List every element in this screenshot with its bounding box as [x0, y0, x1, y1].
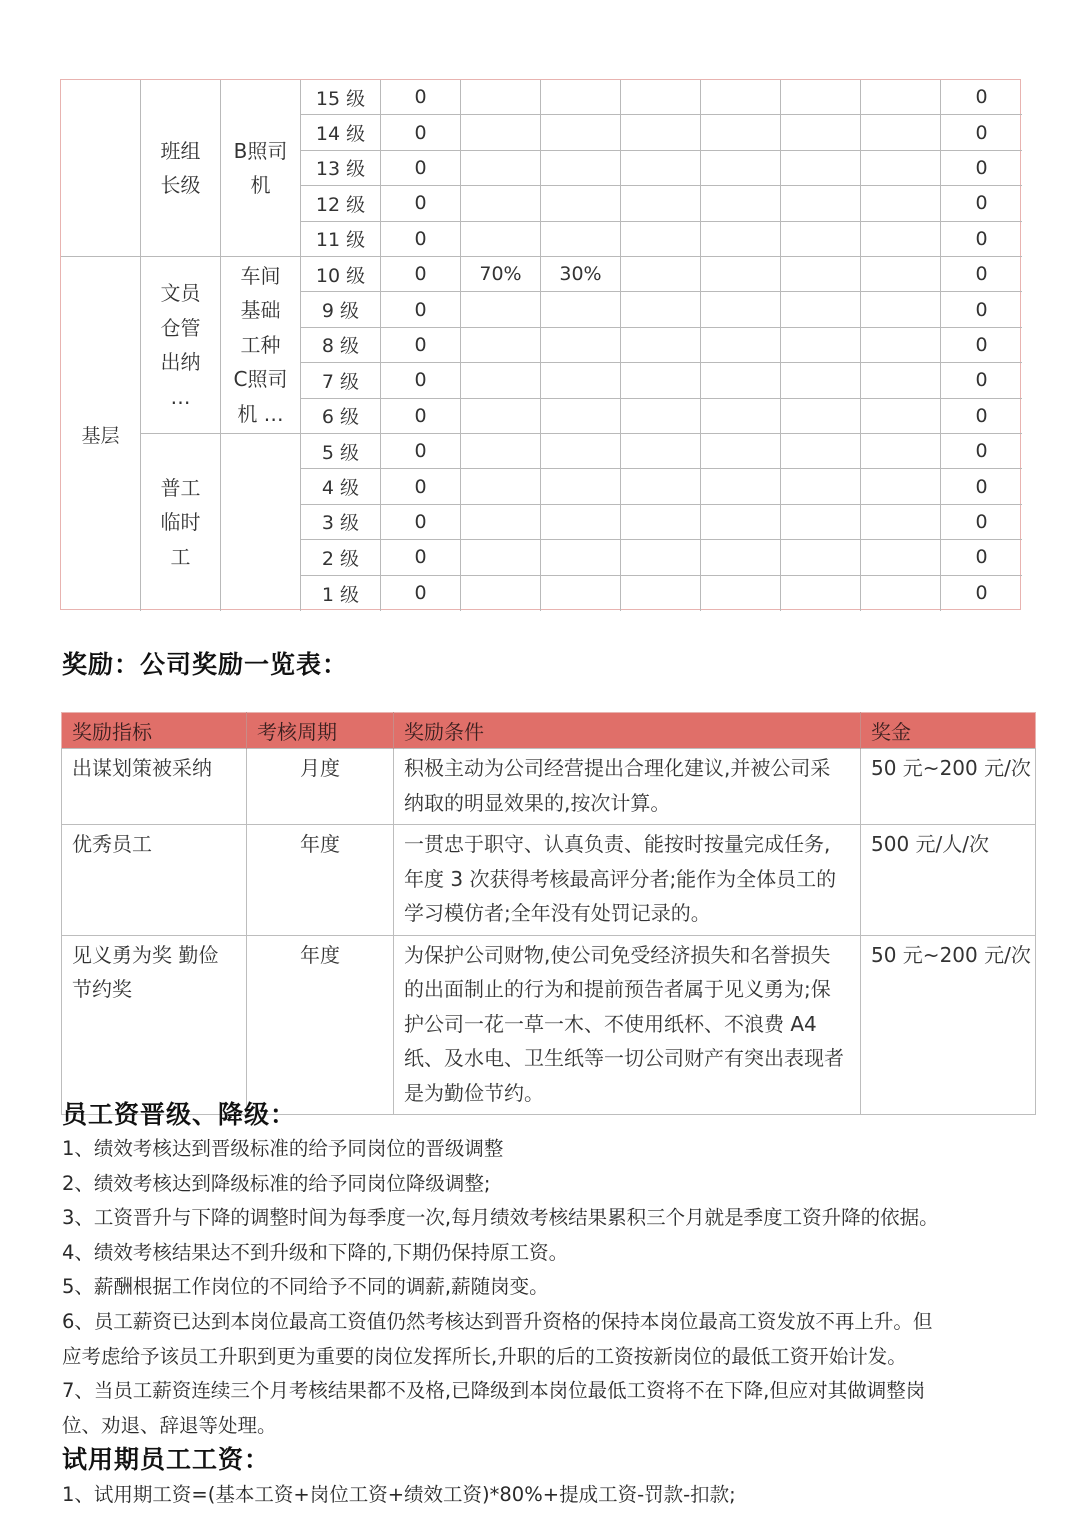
- ratio-1: [461, 222, 541, 257]
- empty-cell: [861, 363, 941, 398]
- role-cell: [141, 434, 221, 611]
- total-value: 0: [941, 292, 1022, 327]
- empty-cell: [621, 80, 701, 115]
- role-text: 普工: [160, 475, 201, 500]
- empty-cell: [621, 151, 701, 186]
- empty-cell: [701, 505, 781, 540]
- base-value: 0: [381, 540, 461, 575]
- empty-cell: [701, 186, 781, 221]
- ratio-2: [541, 434, 621, 469]
- base-value: 0: [381, 399, 461, 434]
- empty-cell: [701, 328, 781, 363]
- empty-cell: [861, 469, 941, 504]
- grade-level: 8 级: [301, 328, 381, 363]
- base-value: 0: [381, 505, 461, 540]
- promotion-rule-line: 4、绩效考核结果达不到升级和下降的,下期仍保持原工资。: [62, 1240, 569, 1264]
- empty-cell: [781, 186, 861, 221]
- total-value: 0: [941, 186, 1022, 221]
- empty-cell: [621, 257, 701, 292]
- empty-cell: [781, 151, 861, 186]
- base-value: 0: [381, 434, 461, 469]
- total-value: 0: [941, 151, 1022, 186]
- empty-cell: [861, 505, 941, 540]
- ratio-1: [461, 576, 541, 611]
- base-value: 0: [381, 328, 461, 363]
- empty-cell: [781, 576, 861, 611]
- base-value: 0: [381, 115, 461, 150]
- ratio-1: [461, 434, 541, 469]
- job-text: 车间: [240, 263, 281, 288]
- reward-bonus: 50 元~200 元/次: [861, 935, 1036, 1115]
- reward-bonus: 50 元~200 元/次: [861, 749, 1036, 825]
- ratio-1: [461, 399, 541, 434]
- promotion-rule-line: 7、当员工薪资连续三个月考核结果都不及格,已降级到本岗位最低工资将不在下降,但应对其做调整岗: [62, 1379, 926, 1403]
- empty-cell: [701, 80, 781, 115]
- reward-condition: 积极主动为公司经营提出合理化建议,并被公司采纳取的明显效果的,按次计算。: [394, 749, 861, 825]
- ratio-2: [541, 576, 621, 611]
- job-text: 机 …: [237, 401, 284, 426]
- empty-cell: [861, 434, 941, 469]
- empty-cell: [781, 115, 861, 150]
- empty-cell: [701, 222, 781, 257]
- ratio-2: [541, 115, 621, 150]
- job-cell-empty: [221, 434, 301, 611]
- empty-cell: [621, 505, 701, 540]
- total-value: 0: [975, 582, 988, 605]
- base-value: 0: [381, 257, 461, 292]
- empty-cell: [781, 434, 861, 469]
- empty-cell: [861, 222, 941, 257]
- reward-period: 年度: [247, 825, 394, 936]
- salary-grade-table: [60, 79, 1021, 610]
- job-text: 工种: [240, 332, 281, 357]
- ratio-1: [461, 80, 541, 115]
- role-text: 文员: [160, 281, 201, 305]
- ratio-1: 70%: [461, 257, 541, 292]
- tier-cell: 基层: [61, 257, 141, 611]
- grade-level: 14 级: [301, 115, 381, 150]
- empty-cell: [701, 576, 781, 611]
- promotion-rule-line: 位、劝退、辞退等处理。: [62, 1413, 277, 1437]
- grade-level: 9 级: [301, 292, 381, 327]
- empty-cell: [861, 257, 941, 292]
- empty-cell: [861, 292, 941, 327]
- ratio-2: [541, 292, 621, 327]
- role-text: 班组: [160, 138, 201, 163]
- base-value: 0: [381, 576, 461, 611]
- job-cell: [221, 80, 301, 257]
- empty-cell: [621, 434, 701, 469]
- total-value: 0: [941, 540, 1022, 575]
- ratio-1: [461, 363, 541, 398]
- empty-cell: [781, 328, 861, 363]
- promotion-rule-line: 2、绩效考核达到降级标准的给予同岗位降级调整;: [62, 1171, 491, 1195]
- tier-cell-empty: [61, 80, 141, 257]
- empty-cell: [781, 80, 861, 115]
- total-value: 0: [941, 434, 1022, 469]
- reward-condition: 一贯忠于职守、认真负责、能按时按量完成任务,年度 3 次获得考核最高评分者;能作为全体员工的学习模仿者;全年没有处罚记录的。: [394, 825, 861, 936]
- grade-level: 11 级: [301, 222, 381, 257]
- empty-cell: [861, 186, 941, 221]
- column-header-bonus: 奖金: [861, 713, 1036, 749]
- ratio-1: [461, 328, 541, 363]
- grade-level: 7 级: [301, 363, 381, 398]
- base-value: 0: [381, 469, 461, 504]
- role-text: …: [170, 384, 191, 409]
- empty-cell: [701, 540, 781, 575]
- reward-bonus: 500 元/人/次: [861, 825, 1036, 936]
- role-text: 工: [170, 544, 191, 569]
- ratio-1: [461, 115, 541, 150]
- empty-cell: [701, 292, 781, 327]
- ratio-2: [541, 505, 621, 540]
- table-row: [62, 825, 1036, 936]
- ratio-2: [541, 186, 621, 221]
- empty-cell: [701, 469, 781, 504]
- grade-level: 3 级: [301, 505, 381, 540]
- promotion-heading: 员工资晋级、降级：: [62, 1100, 297, 1129]
- ratio-1: [461, 469, 541, 504]
- ratio-2: [541, 222, 621, 257]
- base-value: 0: [381, 186, 461, 221]
- grade-level: 10 级: [301, 257, 381, 292]
- column-header-indicator: 奖励指标: [62, 713, 247, 749]
- ratio-2: [541, 80, 621, 115]
- empty-cell: [621, 115, 701, 150]
- empty-cell: [701, 257, 781, 292]
- reward-period: 月度: [247, 749, 394, 825]
- empty-cell: [621, 292, 701, 327]
- base-value: 0: [381, 292, 461, 327]
- ratio-2: 30%: [541, 257, 621, 292]
- empty-cell: [861, 576, 941, 611]
- ratio-1: [461, 186, 541, 221]
- reward-indicator: 优秀员工: [62, 825, 247, 936]
- role-cell: [141, 257, 221, 434]
- empty-cell: [781, 257, 861, 292]
- promotion-rule-line: 应考虑给予该员工升职到更为重要的岗位发挥所长,升职的后的工资按新岗位的最低工资开始计发。: [62, 1344, 907, 1368]
- empty-cell: [861, 399, 941, 434]
- ratio-2: [541, 151, 621, 186]
- column-header-condition: 奖励条件: [394, 713, 861, 749]
- ratio-1: [461, 505, 541, 540]
- job-cell: [221, 257, 301, 434]
- job-text: 基础: [240, 298, 281, 323]
- promotion-rule-line: 6、员工薪资已达到本岗位最高工资值仍然考核达到晋升资格的保持本岗位最高工资发放不再上升。但: [62, 1310, 933, 1333]
- grade-level: 2 级: [301, 540, 381, 575]
- promotion-rule-line: 3、工资晋升与下降的调整时间为每季度一次,每月绩效考核结果累积三个月就是季度工资升降的依据。: [62, 1206, 939, 1230]
- ratio-2: [541, 363, 621, 398]
- empty-cell: [621, 328, 701, 363]
- empty-cell: [861, 151, 941, 186]
- ratio-2: [541, 399, 621, 434]
- empty-cell: [621, 540, 701, 575]
- grade-level: 15 级: [301, 80, 381, 115]
- base-value: 0: [381, 222, 461, 257]
- empty-cell: [781, 505, 861, 540]
- job-text: B照司: [233, 138, 288, 163]
- total-value: 0: [941, 505, 1022, 540]
- ratio-1: [461, 292, 541, 327]
- role-text: 长级: [160, 173, 201, 197]
- empty-cell: [701, 399, 781, 434]
- reward-indicator: 出谋划策被采纳: [62, 749, 247, 825]
- probation-rule-line: 1、试用期工资=(基本工资+岗位工资+绩效工资)*80%+提成工资-罚款-扣款;: [62, 1483, 736, 1506]
- empty-cell: [621, 363, 701, 398]
- empty-cell: [861, 80, 941, 115]
- table-row: [62, 749, 1036, 825]
- empty-cell: [861, 115, 941, 150]
- grade-level: 5 级: [301, 434, 381, 469]
- job-text: 机: [250, 173, 271, 197]
- empty-cell: [861, 540, 941, 575]
- role-cell: [141, 80, 221, 257]
- promotion-rule-line: 5、薪酬根据工作岗位的不同给予不同的调薪,薪随岗变。: [62, 1275, 549, 1299]
- empty-cell: [621, 399, 701, 434]
- empty-cell: [621, 222, 701, 257]
- total-value: 0: [941, 80, 1022, 115]
- reward-table: [61, 712, 1036, 1115]
- reward-condition: 为保护公司财物,使公司免受经济损失和名誉损失的出面制止的行为和提前预告者属于见义勇为;保护公司一花一草一木、不使用纸杯、不浪费 A4 纸、及水电、卫生纸等一切公司财产有突出表现者是为勤俭节约。: [394, 935, 861, 1115]
- total-value: 0: [941, 222, 1022, 257]
- empty-cell: [701, 434, 781, 469]
- total-value: 0: [941, 257, 1022, 292]
- grade-level: 12 级: [301, 186, 381, 221]
- reward-heading: 奖励：公司奖励一览表：: [62, 650, 349, 679]
- reward-indicator: 见义勇为奖 勤俭节约奖: [62, 935, 247, 1115]
- base-value: 0: [381, 151, 461, 186]
- base-value: 0: [381, 80, 461, 115]
- total-value: 0: [941, 328, 1022, 363]
- role-text: 仓管: [160, 315, 201, 340]
- ratio-2: [541, 469, 621, 504]
- empty-cell: [621, 469, 701, 504]
- total-value: 0: [941, 399, 1022, 434]
- empty-cell: [781, 469, 861, 504]
- ratio-2: [541, 540, 621, 575]
- empty-cell: [781, 540, 861, 575]
- grade-level: 4 级: [301, 469, 381, 504]
- ratio-2: [541, 328, 621, 363]
- ratio-1: [461, 540, 541, 575]
- role-text: 出纳: [160, 350, 201, 374]
- reward-period: 年度: [247, 935, 394, 1115]
- promotion-rule-line: 1、绩效考核达到晋级标准的给予同岗位的晋级调整: [62, 1137, 504, 1160]
- empty-cell: [621, 576, 701, 611]
- base-value: 0: [381, 363, 461, 398]
- empty-cell: [861, 328, 941, 363]
- empty-cell: [621, 186, 701, 221]
- grade-level: 1 级: [301, 576, 381, 611]
- grade-level: 13 级: [301, 151, 381, 186]
- empty-cell: [781, 292, 861, 327]
- reward-table-header: [62, 713, 1036, 749]
- empty-cell: [781, 363, 861, 398]
- total-value: 0: [941, 469, 1022, 504]
- total-value: 0: [941, 115, 1022, 150]
- empty-cell: [701, 151, 781, 186]
- role-text: 临时: [160, 510, 201, 535]
- total-value: 0: [941, 363, 1022, 398]
- job-text: C照司: [233, 367, 288, 392]
- empty-cell: [781, 222, 861, 257]
- ratio-1: [461, 151, 541, 186]
- probation-heading: 试用期员工工资：: [62, 1445, 271, 1474]
- column-header-period: 考核周期: [247, 713, 394, 749]
- empty-cell: [701, 115, 781, 150]
- table-row: [62, 935, 1036, 1115]
- empty-cell: [781, 399, 861, 434]
- grade-level: 6 级: [301, 399, 381, 434]
- empty-cell: [701, 363, 781, 398]
